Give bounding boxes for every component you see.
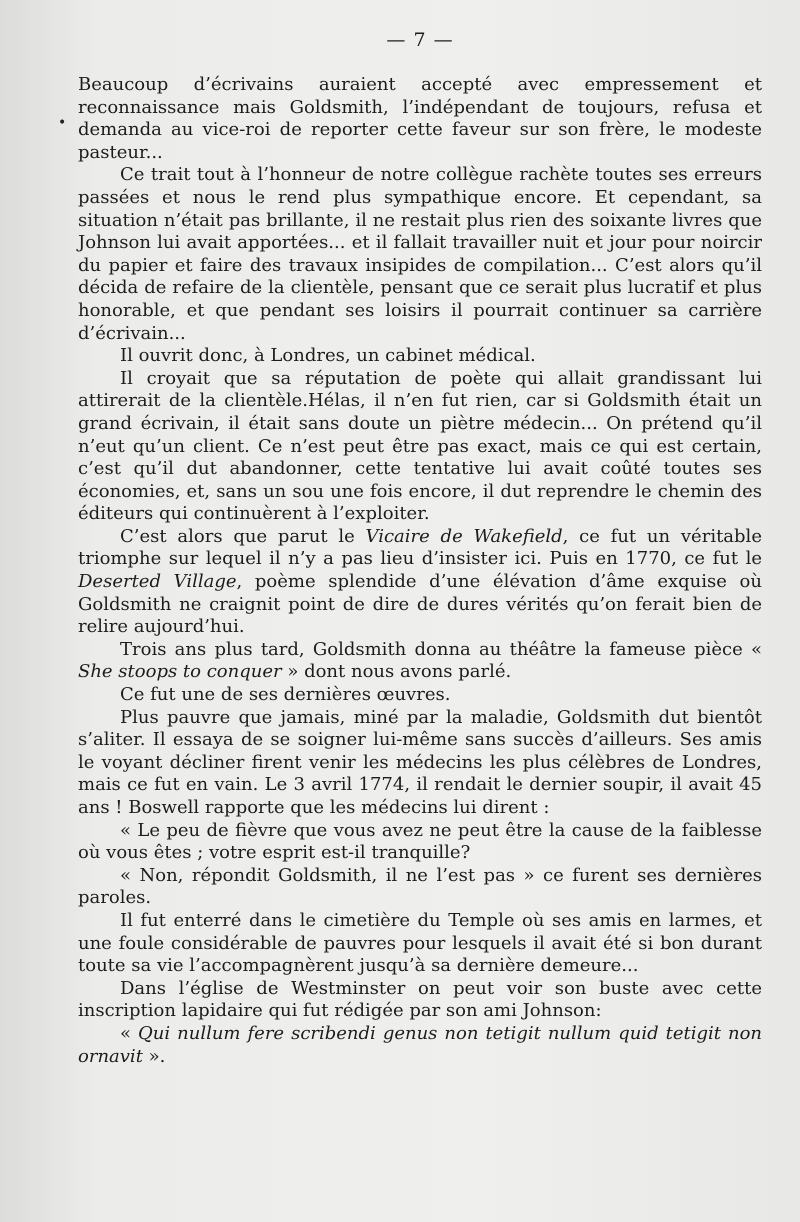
italic-text: Vicaire de Wakefield	[365, 525, 563, 547]
text-run: « Non, répondit Goldsmith, il ne l’est pas » ce furent ses dernières paroles.	[78, 864, 762, 909]
paragraph	[78, 639, 762, 684]
paragraph	[78, 684, 762, 707]
text-run: ».	[142, 1045, 166, 1067]
paragraph	[78, 164, 762, 345]
paragraph	[78, 368, 762, 526]
page-body-text	[78, 74, 762, 1068]
text-run: » dont nous avons parlé.	[281, 661, 512, 683]
text-run: Plus pauvre que jamais, miné par la maladie, Goldsmith dut bientôt s’aliter. Il essaya de se soigner lui-même sans succès d’ailleurs. Ses amis le voyant décliner firent venir les médecins les plus célèbres de Londres, mais ce fut en vain. Le 3 avril 1774, il rendait le dernier soupir, il avait 45 ans ! Boswell rapporte que les médecins lui dirent :	[78, 706, 762, 818]
paragraph	[78, 820, 762, 865]
italic-text: Deserted Village	[78, 571, 237, 593]
text-run: Il ouvrit donc, à Londres, un cabinet médical.	[120, 345, 536, 367]
text-run: Il fut enterré dans le cimetière du Temple où ses amis en larmes, et une foule considérable de pauvres pour lesquels il avait été si bon durant toute sa vie l’accompagnèrent jusqu’à sa dernière demeure...	[78, 909, 762, 977]
ink-speck: •	[58, 115, 67, 131]
text-run: Ce trait tout à l’honneur de notre collègue rachète toutes ses erreurs passées et nous le rend plus sympathique encore. Et cependant, sa situation n’était pas brillante, il ne restait plus rien des soixante livres que Johnson lui avait apportées... et il fallait travailler nuit et jour pour noircir du papier et faire des travaux insipides de compilation... C’est alors qu’il décida de refaire de la clientèle, pensant que ce serait plus lucratif et plus honorable, et que pendant ses loisirs il pourrait continuer sa carrière d’écrivain...	[78, 164, 762, 344]
paragraph	[78, 1023, 762, 1068]
text-run: « Le peu de fièvre que vous avez ne peut être la cause de la faiblesse où vous êtes ; votre esprit est-il tranquille?	[78, 819, 762, 864]
paragraph	[78, 526, 762, 639]
italic-text: She stoops to conquer	[78, 661, 282, 683]
paragraph	[78, 865, 762, 910]
page-number: — 7 —	[386, 29, 454, 51]
text-run: Ce fut une de ses dernières œuvres.	[120, 684, 451, 706]
text-run: Il croyait que sa réputation de poète qui allait grandissant lui attirerait de la clientèle.Hélas, il n’en fut rien, car si Goldsmith était un grand écrivain, il était sans doute un piètre médecin... On prétend qu’il n’eut qu’un client. Ce n’est peut être pas exact, mais ce qui est certain, c’est qu’il dut abandonner, cette tentative lui avait coûté toutes ses économies, et, sans un sou une fois encore, il dut reprendre le chemin des éditeurs qui continuèrent à l’exploiter.	[78, 367, 762, 525]
paragraph	[78, 910, 762, 978]
text-run: Dans l’église de Westminster on peut voir son buste avec cette inscription lapidaire qui fut rédigée par son ami Johnson:	[78, 977, 762, 1022]
text-run: C’est alors que parut le	[120, 525, 366, 547]
paragraph	[78, 978, 762, 1023]
text-run: , ce fut un véritable triomphe sur lequel il n’y a pas lieu d’insister ici. Puis en 1770, ce fut le	[78, 525, 762, 570]
text-run: «	[120, 1022, 139, 1044]
paragraph	[78, 345, 762, 368]
italic-text: Qui nullum fere scribendi genus non tetigit nullum quid tetigit non ornavit	[78, 1022, 763, 1067]
paragraph	[78, 707, 762, 820]
text-run: Trois ans plus tard, Goldsmith donna au théâtre la fameuse pièce «	[120, 638, 762, 660]
paragraph	[78, 74, 762, 164]
text-run: , poème splendide d’une élévation d’âme exquise où Goldsmith ne craignit point de dire de dures vérités qu’on ferait bien de relire aujourd’hui.	[78, 571, 762, 638]
text-run: Beaucoup d’écrivains auraient accepté avec empressement et reconnaissance mais Goldsmith, l’indépendant de toujours, refusa et demanda au vice-roi de reporter cette faveur sur son frère, le modeste pasteur...	[78, 74, 762, 163]
